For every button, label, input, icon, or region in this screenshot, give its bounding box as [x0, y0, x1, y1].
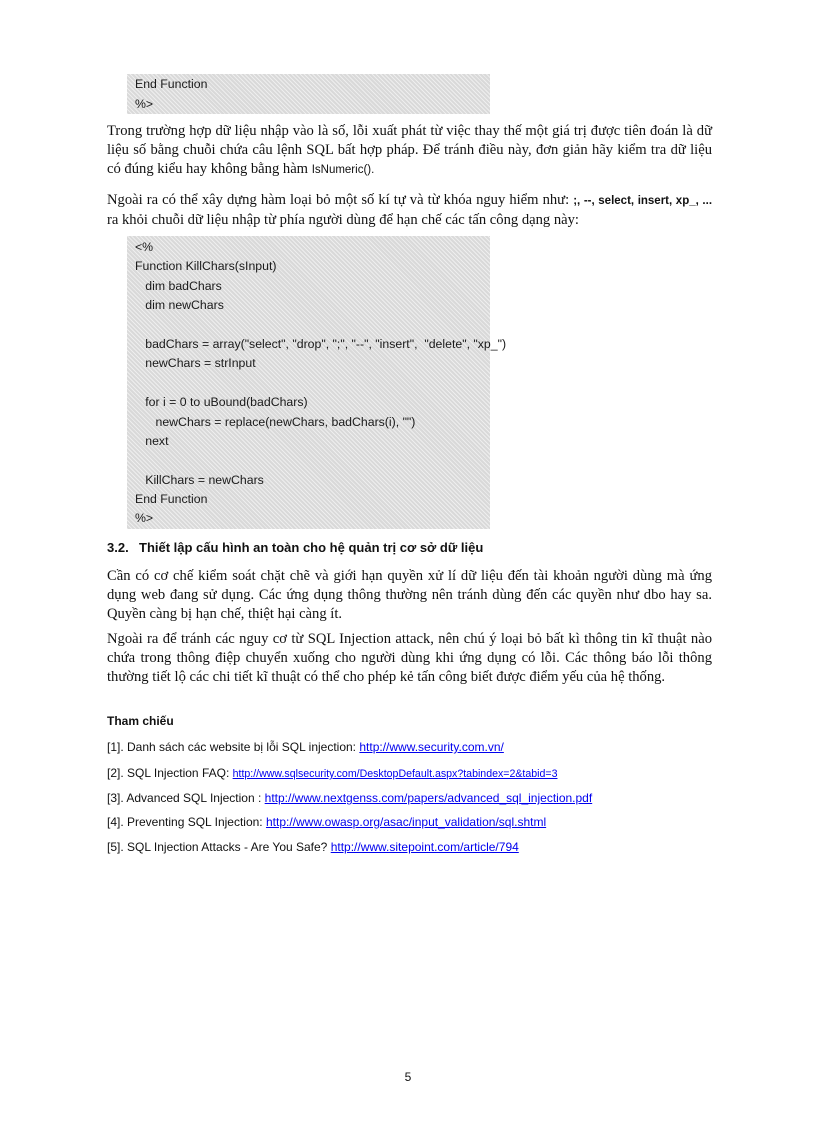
- reference-item: [107, 791, 592, 805]
- code-line: End Function: [135, 77, 208, 91]
- paragraph-text: ra khỏi chuỗi dữ liệu nhập từ phía người dùng để hạn chế các tấn công dạng này:: [107, 211, 579, 228]
- code-line: badChars = array("select", "drop", ";", "--", "insert", "delete", "xp_"): [135, 336, 507, 351]
- reference-label: [1]. Danh sách các website bị lỗi SQL injection:: [107, 740, 360, 754]
- code-line: Function KillChars(sInput): [135, 259, 277, 274]
- paragraph-error-messages: Ngoài ra để tránh các nguy cơ từ SQL Injection attack, nên chú ý loại bỏ bất kì thông tin kĩ thuật nào chứa trong thông điệp chuyển xuống cho người dùng khi ứng dụng có lỗi. Các thông báo lỗi thông thường tiết lộ các chi tiết kĩ thuật có thể cho phép kẻ tấn công biết được điểm yếu của hệ thống.: [107, 631, 712, 685]
- section-number: 3.2.: [107, 540, 129, 555]
- paragraph-text: Trong trường hợp dữ liệu nhập vào là số, lỗi xuất phát từ việc thay thế một giá trị được tiên đoán là dữ liệu số bằng chuỗi chứa câu lệnh SQL bất hợp pháp. Để tránh điều này, đơn giản hãy kiểm tra dữ liệu có đúng kiểu hay không bằng hàm: [107, 123, 712, 177]
- references-heading: Tham chiếu: [107, 714, 174, 728]
- code-line: next: [135, 433, 169, 448]
- reference-link[interactable]: http://www.sqlsecurity.com/DesktopDefault.aspx?tabindex=2&tabid=3: [232, 768, 558, 780]
- code-line: newChars = replace(newChars, badChars(i), ""): [135, 414, 416, 429]
- page-number: 5: [404, 1070, 412, 1084]
- reference-label: [5]. SQL Injection Attacks - Are You Safe?: [107, 840, 331, 854]
- reference-item: [107, 766, 557, 780]
- code-line: newChars = strInput: [135, 356, 256, 371]
- code-block-killchars: [127, 236, 507, 529]
- reference-label: [3]. Advanced SQL Injection :: [107, 791, 265, 805]
- reference-link[interactable]: http://www.sitepoint.com/article/794: [330, 840, 519, 854]
- code-line: [135, 374, 490, 393]
- paragraph-permissions: Cần có cơ chế kiểm soát chặt chẽ và giới hạn quyền xử lí dữ liệu đến tài khoản người dùng mà ứng dụng web đang sử dụng. Các ứng dụng thông thường nên tránh dùng đến các quyền như dbo hay sa. Quyền càng bị hạn chế, thiệt hại càng ít.: [107, 568, 712, 622]
- code-line: End Function: [135, 492, 208, 507]
- reference-link[interactable]: http://www.owasp.org/asac/input_validation/sql.shtml: [265, 815, 547, 829]
- reference-link[interactable]: http://www.security.com.vn/: [359, 740, 504, 754]
- code-line: [135, 316, 490, 335]
- reference-link[interactable]: http://www.nextgenss.com/papers/advanced_sql_injection.pdf: [264, 791, 593, 805]
- reference-label: [4]. Preventing SQL Injection:: [107, 815, 266, 829]
- code-line: dim newChars: [135, 298, 224, 313]
- code-line: %>: [135, 97, 154, 111]
- code-line: for i = 0 to uBound(badChars): [135, 395, 308, 410]
- code-line: dim badChars: [135, 278, 222, 293]
- paragraph-filter-chars: [107, 191, 712, 230]
- inline-function-name: IsNumeric().: [311, 163, 375, 176]
- paragraph-numeric-input: [107, 122, 712, 179]
- reference-item: [107, 740, 504, 754]
- code-line: <%: [135, 240, 154, 254]
- code-line: [135, 451, 490, 470]
- reference-label: [2]. SQL Injection FAQ:: [107, 766, 233, 780]
- reference-item: [107, 840, 519, 854]
- code-line: %>: [135, 511, 154, 526]
- section-title: Thiết lập cấu hình an toàn cho hệ quản trị cơ sở dữ liệu: [139, 540, 484, 555]
- inline-keywords: ;, --, select, insert, xp_, ...: [573, 195, 713, 207]
- section-heading: [107, 540, 483, 555]
- code-block-end: [127, 74, 490, 114]
- reference-item: [107, 815, 546, 829]
- paragraph-text: Ngoài ra có thể xây dựng hàm loại bỏ một số kí tự và từ khóa nguy hiểm như:: [107, 192, 570, 208]
- code-line: KillChars = newChars: [135, 472, 264, 487]
